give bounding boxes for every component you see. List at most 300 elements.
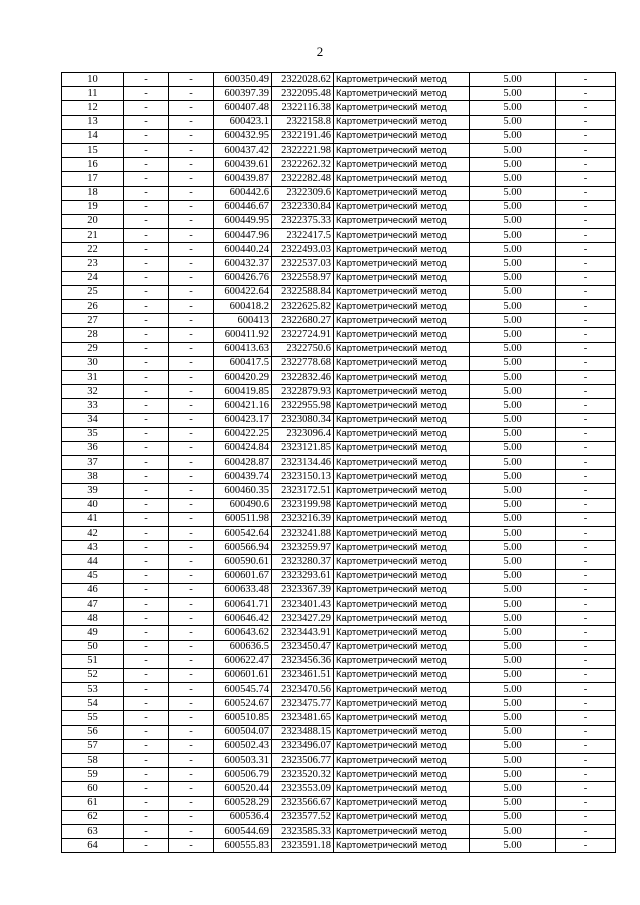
table-row bbox=[62, 654, 616, 668]
accuracy-cell: 5.00 bbox=[470, 725, 556, 739]
description-cell: - bbox=[556, 484, 616, 498]
table-row bbox=[62, 172, 616, 186]
description-cell: - bbox=[556, 739, 616, 753]
description-cell: - bbox=[556, 725, 616, 739]
accuracy-cell: 5.00 bbox=[470, 243, 556, 257]
x-coordinate-cell: 600411.92 bbox=[214, 328, 272, 342]
method-cell: Картометрический метод bbox=[334, 541, 470, 555]
point-number-cell: 48 bbox=[62, 612, 124, 626]
old-y-cell: - bbox=[169, 73, 214, 87]
old-y-cell: - bbox=[169, 285, 214, 299]
description-cell: - bbox=[556, 115, 616, 129]
accuracy-cell: 5.00 bbox=[470, 541, 556, 555]
old-x-cell: - bbox=[124, 654, 169, 668]
old-x-cell: - bbox=[124, 271, 169, 285]
table-row bbox=[62, 569, 616, 583]
method-cell: Картометрический метод bbox=[334, 158, 470, 172]
x-coordinate-cell: 600422.64 bbox=[214, 285, 272, 299]
point-number-cell: 11 bbox=[62, 87, 124, 101]
accuracy-cell: 5.00 bbox=[470, 73, 556, 87]
old-x-cell: - bbox=[124, 427, 169, 441]
method-cell: Картометрический метод bbox=[334, 143, 470, 157]
table-row bbox=[62, 683, 616, 697]
old-y-cell: - bbox=[169, 143, 214, 157]
accuracy-cell: 5.00 bbox=[470, 285, 556, 299]
old-x-cell: - bbox=[124, 441, 169, 455]
y-coordinate-cell: 2323470.56 bbox=[272, 683, 334, 697]
method-cell: Картометрический метод bbox=[334, 824, 470, 838]
y-coordinate-cell: 2323553.09 bbox=[272, 782, 334, 796]
y-coordinate-cell: 2323475.77 bbox=[272, 697, 334, 711]
method-cell: Картометрический метод bbox=[334, 413, 470, 427]
y-coordinate-cell: 2323121.85 bbox=[272, 441, 334, 455]
old-y-cell: - bbox=[169, 328, 214, 342]
point-number-cell: 19 bbox=[62, 200, 124, 214]
y-coordinate-cell: 2323150.13 bbox=[272, 470, 334, 484]
method-cell: Картометрический метод bbox=[334, 782, 470, 796]
y-coordinate-cell: 2323456.36 bbox=[272, 654, 334, 668]
old-x-cell: - bbox=[124, 739, 169, 753]
old-x-cell: - bbox=[124, 115, 169, 129]
y-coordinate-cell: 2323488.15 bbox=[272, 725, 334, 739]
description-cell: - bbox=[556, 810, 616, 824]
description-cell: - bbox=[556, 342, 616, 356]
method-cell: Картометрический метод bbox=[334, 668, 470, 682]
accuracy-cell: 5.00 bbox=[470, 626, 556, 640]
y-coordinate-cell: 2322879.93 bbox=[272, 385, 334, 399]
old-y-cell: - bbox=[169, 115, 214, 129]
method-cell: Картометрический метод bbox=[334, 839, 470, 853]
y-coordinate-cell: 2322750.6 bbox=[272, 342, 334, 356]
y-coordinate-cell: 2323585.33 bbox=[272, 824, 334, 838]
old-y-cell: - bbox=[169, 186, 214, 200]
table-row bbox=[62, 583, 616, 597]
accuracy-cell: 5.00 bbox=[470, 796, 556, 810]
accuracy-cell: 5.00 bbox=[470, 399, 556, 413]
x-coordinate-cell: 600510.85 bbox=[214, 711, 272, 725]
old-y-cell: - bbox=[169, 512, 214, 526]
point-number-cell: 61 bbox=[62, 796, 124, 810]
method-cell: Картометрический метод bbox=[334, 300, 470, 314]
x-coordinate-cell: 600439.61 bbox=[214, 158, 272, 172]
x-coordinate-cell: 600420.29 bbox=[214, 370, 272, 384]
old-x-cell: - bbox=[124, 87, 169, 101]
old-y-cell: - bbox=[169, 527, 214, 541]
table-row bbox=[62, 314, 616, 328]
old-x-cell: - bbox=[124, 484, 169, 498]
old-x-cell: - bbox=[124, 640, 169, 654]
table-row bbox=[62, 754, 616, 768]
old-x-cell: - bbox=[124, 597, 169, 611]
table-row bbox=[62, 725, 616, 739]
method-cell: Картометрический метод bbox=[334, 200, 470, 214]
y-coordinate-cell: 2322955.98 bbox=[272, 399, 334, 413]
table-row bbox=[62, 229, 616, 243]
x-coordinate-cell: 600528.29 bbox=[214, 796, 272, 810]
old-x-cell: - bbox=[124, 399, 169, 413]
old-x-cell: - bbox=[124, 101, 169, 115]
accuracy-cell: 5.00 bbox=[470, 754, 556, 768]
x-coordinate-cell: 600460.35 bbox=[214, 484, 272, 498]
y-coordinate-cell: 2323199.98 bbox=[272, 498, 334, 512]
x-coordinate-cell: 600440.24 bbox=[214, 243, 272, 257]
old-y-cell: - bbox=[169, 754, 214, 768]
x-coordinate-cell: 600428.87 bbox=[214, 456, 272, 470]
method-cell: Картометрический метод bbox=[334, 370, 470, 384]
method-cell: Картометрический метод bbox=[334, 597, 470, 611]
description-cell: - bbox=[556, 143, 616, 157]
point-number-cell: 23 bbox=[62, 257, 124, 271]
point-number-cell: 29 bbox=[62, 342, 124, 356]
x-coordinate-cell: 600413 bbox=[214, 314, 272, 328]
y-coordinate-cell: 2323591.18 bbox=[272, 839, 334, 853]
accuracy-cell: 5.00 bbox=[470, 328, 556, 342]
x-coordinate-cell: 600566.94 bbox=[214, 541, 272, 555]
description-cell: - bbox=[556, 271, 616, 285]
point-number-cell: 60 bbox=[62, 782, 124, 796]
method-cell: Картометрический метод bbox=[334, 385, 470, 399]
y-coordinate-cell: 2323096.4 bbox=[272, 427, 334, 441]
y-coordinate-cell: 2322832.46 bbox=[272, 370, 334, 384]
old-y-cell: - bbox=[169, 300, 214, 314]
y-coordinate-cell: 2323293.61 bbox=[272, 569, 334, 583]
description-cell: - bbox=[556, 796, 616, 810]
accuracy-cell: 5.00 bbox=[470, 300, 556, 314]
old-x-cell: - bbox=[124, 683, 169, 697]
x-coordinate-cell: 600536.4 bbox=[214, 810, 272, 824]
description-cell: - bbox=[556, 626, 616, 640]
x-coordinate-cell: 600646.42 bbox=[214, 612, 272, 626]
y-coordinate-cell: 2323481.65 bbox=[272, 711, 334, 725]
x-coordinate-cell: 600437.42 bbox=[214, 143, 272, 157]
old-x-cell: - bbox=[124, 158, 169, 172]
accuracy-cell: 5.00 bbox=[470, 683, 556, 697]
accuracy-cell: 5.00 bbox=[470, 271, 556, 285]
method-cell: Картометрический метод bbox=[334, 527, 470, 541]
method-cell: Картометрический метод bbox=[334, 427, 470, 441]
description-cell: - bbox=[556, 583, 616, 597]
description-cell: - bbox=[556, 285, 616, 299]
accuracy-cell: 5.00 bbox=[470, 101, 556, 115]
accuracy-cell: 5.00 bbox=[470, 484, 556, 498]
description-cell: - bbox=[556, 498, 616, 512]
old-y-cell: - bbox=[169, 314, 214, 328]
description-cell: - bbox=[556, 300, 616, 314]
x-coordinate-cell: 600503.31 bbox=[214, 754, 272, 768]
x-coordinate-cell: 600418.2 bbox=[214, 300, 272, 314]
table-row bbox=[62, 768, 616, 782]
method-cell: Картометрический метод bbox=[334, 697, 470, 711]
method-cell: Картометрический метод bbox=[334, 229, 470, 243]
description-cell: - bbox=[556, 172, 616, 186]
table-row bbox=[62, 158, 616, 172]
x-coordinate-cell: 600413.63 bbox=[214, 342, 272, 356]
table-row bbox=[62, 285, 616, 299]
y-coordinate-cell: 2322558.97 bbox=[272, 271, 334, 285]
point-number-cell: 30 bbox=[62, 356, 124, 370]
description-cell: - bbox=[556, 200, 616, 214]
y-coordinate-cell: 2323461.51 bbox=[272, 668, 334, 682]
accuracy-cell: 5.00 bbox=[470, 342, 556, 356]
x-coordinate-cell: 600542.64 bbox=[214, 527, 272, 541]
old-x-cell: - bbox=[124, 725, 169, 739]
accuracy-cell: 5.00 bbox=[470, 356, 556, 370]
old-y-cell: - bbox=[169, 768, 214, 782]
y-coordinate-cell: 2322158.8 bbox=[272, 115, 334, 129]
old-y-cell: - bbox=[169, 583, 214, 597]
table-row bbox=[62, 697, 616, 711]
table-row bbox=[62, 839, 616, 853]
x-coordinate-cell: 600506.79 bbox=[214, 768, 272, 782]
x-coordinate-cell: 600622.47 bbox=[214, 654, 272, 668]
old-x-cell: - bbox=[124, 172, 169, 186]
method-cell: Картометрический метод bbox=[334, 583, 470, 597]
old-y-cell: - bbox=[169, 200, 214, 214]
y-coordinate-cell: 2322680.27 bbox=[272, 314, 334, 328]
old-x-cell: - bbox=[124, 314, 169, 328]
method-cell: Картометрический метод bbox=[334, 399, 470, 413]
x-coordinate-cell: 600601.61 bbox=[214, 668, 272, 682]
y-coordinate-cell: 2322028.62 bbox=[272, 73, 334, 87]
x-coordinate-cell: 600432.37 bbox=[214, 257, 272, 271]
point-number-cell: 58 bbox=[62, 754, 124, 768]
x-coordinate-cell: 600641.71 bbox=[214, 597, 272, 611]
method-cell: Картометрический метод bbox=[334, 711, 470, 725]
point-number-cell: 27 bbox=[62, 314, 124, 328]
x-coordinate-cell: 600544.69 bbox=[214, 824, 272, 838]
point-number-cell: 53 bbox=[62, 683, 124, 697]
y-coordinate-cell: 2323080.34 bbox=[272, 413, 334, 427]
old-y-cell: - bbox=[169, 158, 214, 172]
table-row bbox=[62, 243, 616, 257]
old-y-cell: - bbox=[169, 640, 214, 654]
table-row bbox=[62, 456, 616, 470]
old-x-cell: - bbox=[124, 810, 169, 824]
table-row bbox=[62, 427, 616, 441]
method-cell: Картометрический метод bbox=[334, 640, 470, 654]
old-x-cell: - bbox=[124, 555, 169, 569]
old-x-cell: - bbox=[124, 796, 169, 810]
old-x-cell: - bbox=[124, 768, 169, 782]
x-coordinate-cell: 600601.67 bbox=[214, 569, 272, 583]
old-y-cell: - bbox=[169, 456, 214, 470]
method-cell: Картометрический метод bbox=[334, 172, 470, 186]
method-cell: Картометрический метод bbox=[334, 654, 470, 668]
table-row bbox=[62, 413, 616, 427]
method-cell: Картометрический метод bbox=[334, 186, 470, 200]
description-cell: - bbox=[556, 73, 616, 87]
point-number-cell: 47 bbox=[62, 597, 124, 611]
old-x-cell: - bbox=[124, 243, 169, 257]
old-y-cell: - bbox=[169, 370, 214, 384]
method-cell: Картометрический метод bbox=[334, 498, 470, 512]
accuracy-cell: 5.00 bbox=[470, 470, 556, 484]
description-cell: - bbox=[556, 839, 616, 853]
description-cell: - bbox=[556, 555, 616, 569]
old-y-cell: - bbox=[169, 129, 214, 143]
method-cell: Картометрический метод bbox=[334, 456, 470, 470]
accuracy-cell: 5.00 bbox=[470, 441, 556, 455]
description-cell: - bbox=[556, 441, 616, 455]
accuracy-cell: 5.00 bbox=[470, 555, 556, 569]
accuracy-cell: 5.00 bbox=[470, 498, 556, 512]
description-cell: - bbox=[556, 101, 616, 115]
accuracy-cell: 5.00 bbox=[470, 612, 556, 626]
method-cell: Картометрический метод bbox=[334, 612, 470, 626]
table-row bbox=[62, 300, 616, 314]
x-coordinate-cell: 600421.16 bbox=[214, 399, 272, 413]
point-number-cell: 62 bbox=[62, 810, 124, 824]
point-number-cell: 17 bbox=[62, 172, 124, 186]
old-y-cell: - bbox=[169, 668, 214, 682]
point-number-cell: 31 bbox=[62, 370, 124, 384]
x-coordinate-cell: 600419.85 bbox=[214, 385, 272, 399]
point-number-cell: 13 bbox=[62, 115, 124, 129]
description-cell: - bbox=[556, 612, 616, 626]
table-row bbox=[62, 541, 616, 555]
old-y-cell: - bbox=[169, 626, 214, 640]
accuracy-cell: 5.00 bbox=[470, 370, 556, 384]
description-cell: - bbox=[556, 597, 616, 611]
x-coordinate-cell: 600511.98 bbox=[214, 512, 272, 526]
accuracy-cell: 5.00 bbox=[470, 668, 556, 682]
table-row bbox=[62, 824, 616, 838]
old-x-cell: - bbox=[124, 512, 169, 526]
old-x-cell: - bbox=[124, 583, 169, 597]
old-x-cell: - bbox=[124, 541, 169, 555]
point-number-cell: 36 bbox=[62, 441, 124, 455]
x-coordinate-cell: 600446.67 bbox=[214, 200, 272, 214]
table-row bbox=[62, 370, 616, 384]
old-y-cell: - bbox=[169, 413, 214, 427]
x-coordinate-cell: 600504.07 bbox=[214, 725, 272, 739]
accuracy-cell: 5.00 bbox=[470, 186, 556, 200]
description-cell: - bbox=[556, 768, 616, 782]
description-cell: - bbox=[556, 214, 616, 228]
y-coordinate-cell: 2323134.46 bbox=[272, 456, 334, 470]
method-cell: Картометрический метод bbox=[334, 87, 470, 101]
method-cell: Картометрический метод bbox=[334, 626, 470, 640]
old-y-cell: - bbox=[169, 597, 214, 611]
old-x-cell: - bbox=[124, 200, 169, 214]
table-row bbox=[62, 612, 616, 626]
accuracy-cell: 5.00 bbox=[470, 257, 556, 271]
old-x-cell: - bbox=[124, 413, 169, 427]
old-y-cell: - bbox=[169, 356, 214, 370]
table-row bbox=[62, 73, 616, 87]
method-cell: Картометрический метод bbox=[334, 285, 470, 299]
coordinates-table bbox=[61, 72, 616, 853]
old-y-cell: - bbox=[169, 484, 214, 498]
old-x-cell: - bbox=[124, 129, 169, 143]
old-x-cell: - bbox=[124, 300, 169, 314]
old-x-cell: - bbox=[124, 370, 169, 384]
method-cell: Картометрический метод bbox=[334, 257, 470, 271]
point-number-cell: 46 bbox=[62, 583, 124, 597]
y-coordinate-cell: 2322262.32 bbox=[272, 158, 334, 172]
point-number-cell: 59 bbox=[62, 768, 124, 782]
description-cell: - bbox=[556, 314, 616, 328]
description-cell: - bbox=[556, 385, 616, 399]
description-cell: - bbox=[556, 328, 616, 342]
point-number-cell: 20 bbox=[62, 214, 124, 228]
y-coordinate-cell: 2323450.47 bbox=[272, 640, 334, 654]
table-row bbox=[62, 271, 616, 285]
old-y-cell: - bbox=[169, 87, 214, 101]
method-cell: Картометрический метод bbox=[334, 470, 470, 484]
x-coordinate-cell: 600424.84 bbox=[214, 441, 272, 455]
method-cell: Картометрический метод bbox=[334, 725, 470, 739]
method-cell: Картометрический метод bbox=[334, 356, 470, 370]
accuracy-cell: 5.00 bbox=[470, 597, 556, 611]
point-number-cell: 44 bbox=[62, 555, 124, 569]
x-coordinate-cell: 600422.25 bbox=[214, 427, 272, 441]
table-row bbox=[62, 115, 616, 129]
table-row bbox=[62, 484, 616, 498]
method-cell: Картометрический метод bbox=[334, 314, 470, 328]
method-cell: Картометрический метод bbox=[334, 214, 470, 228]
point-number-cell: 51 bbox=[62, 654, 124, 668]
x-coordinate-cell: 600449.95 bbox=[214, 214, 272, 228]
point-number-cell: 28 bbox=[62, 328, 124, 342]
old-x-cell: - bbox=[124, 186, 169, 200]
accuracy-cell: 5.00 bbox=[470, 158, 556, 172]
old-x-cell: - bbox=[124, 328, 169, 342]
point-number-cell: 63 bbox=[62, 824, 124, 838]
point-number-cell: 22 bbox=[62, 243, 124, 257]
old-x-cell: - bbox=[124, 569, 169, 583]
old-y-cell: - bbox=[169, 214, 214, 228]
description-cell: - bbox=[556, 683, 616, 697]
y-coordinate-cell: 2323216.39 bbox=[272, 512, 334, 526]
old-y-cell: - bbox=[169, 612, 214, 626]
y-coordinate-cell: 2323280.37 bbox=[272, 555, 334, 569]
point-number-cell: 38 bbox=[62, 470, 124, 484]
table-row bbox=[62, 668, 616, 682]
x-coordinate-cell: 600423.1 bbox=[214, 115, 272, 129]
point-number-cell: 24 bbox=[62, 271, 124, 285]
accuracy-cell: 5.00 bbox=[470, 129, 556, 143]
old-x-cell: - bbox=[124, 697, 169, 711]
y-coordinate-cell: 2322095.48 bbox=[272, 87, 334, 101]
old-x-cell: - bbox=[124, 73, 169, 87]
description-cell: - bbox=[556, 754, 616, 768]
table-row bbox=[62, 143, 616, 157]
method-cell: Картометрический метод bbox=[334, 115, 470, 129]
table-row bbox=[62, 441, 616, 455]
point-number-cell: 14 bbox=[62, 129, 124, 143]
old-y-cell: - bbox=[169, 654, 214, 668]
y-coordinate-cell: 2322330.84 bbox=[272, 200, 334, 214]
old-x-cell: - bbox=[124, 782, 169, 796]
y-coordinate-cell: 2322537.03 bbox=[272, 257, 334, 271]
description-cell: - bbox=[556, 697, 616, 711]
y-coordinate-cell: 2322191.46 bbox=[272, 129, 334, 143]
old-y-cell: - bbox=[169, 172, 214, 186]
table-row bbox=[62, 87, 616, 101]
old-y-cell: - bbox=[169, 824, 214, 838]
description-cell: - bbox=[556, 243, 616, 257]
point-number-cell: 37 bbox=[62, 456, 124, 470]
description-cell: - bbox=[556, 370, 616, 384]
description-cell: - bbox=[556, 711, 616, 725]
method-cell: Картометрический метод bbox=[334, 768, 470, 782]
y-coordinate-cell: 2323566.67 bbox=[272, 796, 334, 810]
point-number-cell: 41 bbox=[62, 512, 124, 526]
accuracy-cell: 5.00 bbox=[470, 839, 556, 853]
y-coordinate-cell: 2322282.48 bbox=[272, 172, 334, 186]
method-cell: Картометрический метод bbox=[334, 796, 470, 810]
